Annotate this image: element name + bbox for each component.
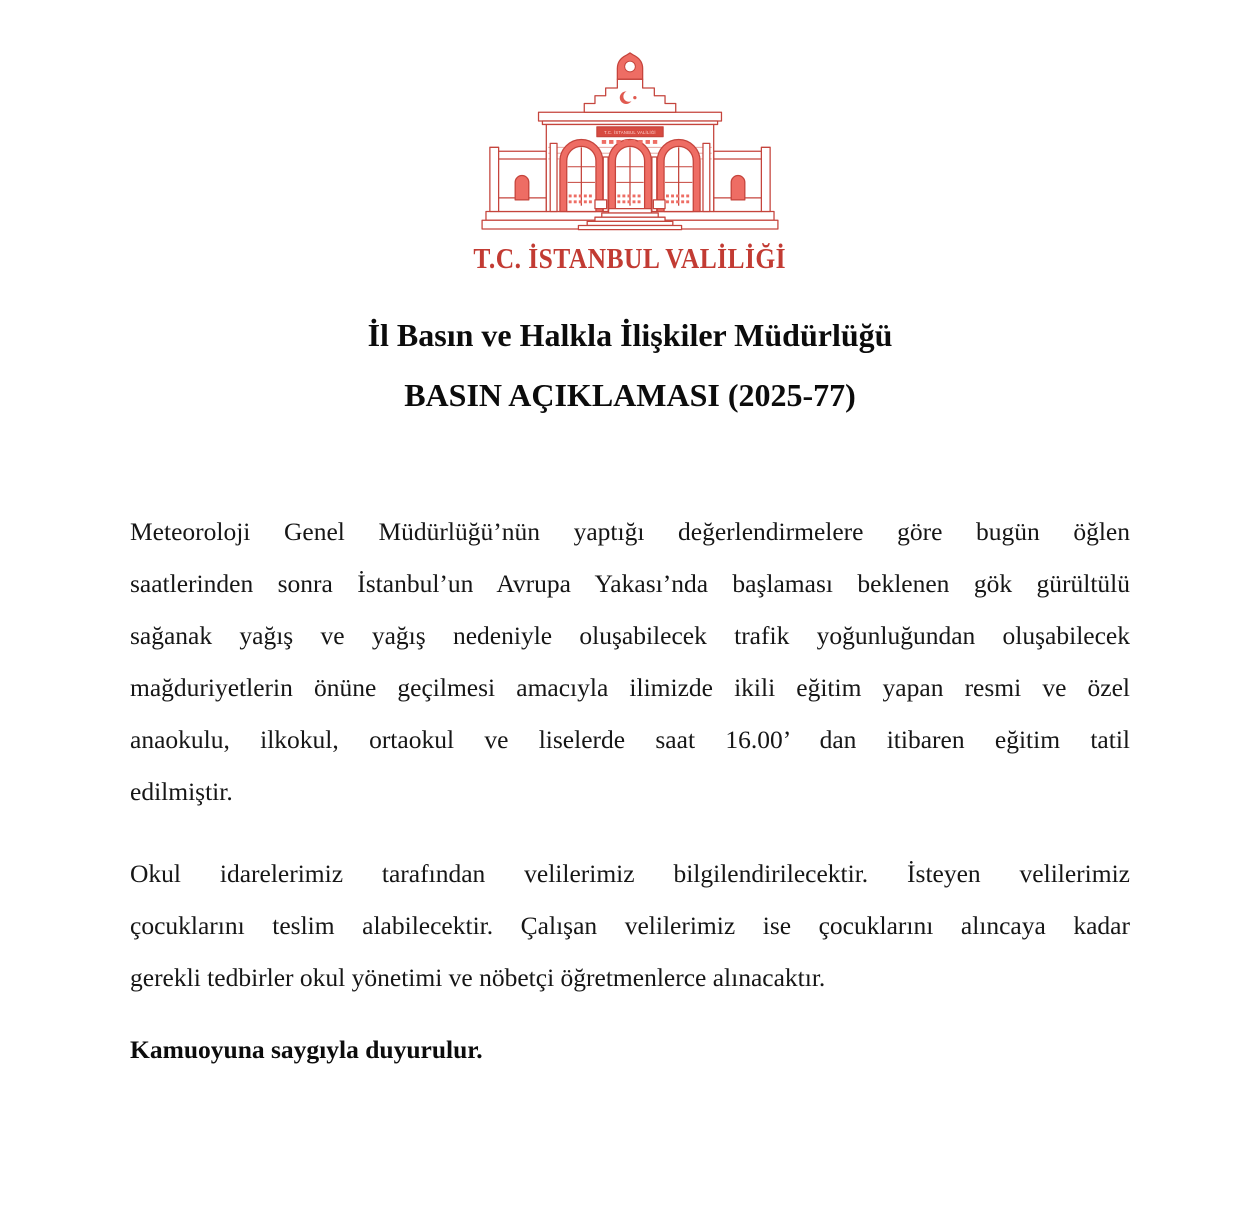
paragraph-line: anaokulu, ilkokul, ortaokul ve liselerde saat 16.00’ dan itibaren eğitim tatil <box>130 725 1130 754</box>
press-release-heading: BASIN AÇIKLAMASI (2025-77) <box>404 377 856 413</box>
paragraph-line: Meteoroloji Genel Müdürlüğü’nün yaptığı değerlendirmelere göre bugün öğlen <box>130 517 1130 546</box>
paragraph-2 <box>130 848 1130 1004</box>
istanbul-governorship-building-icon <box>474 50 786 231</box>
paragraph-line: edilmiştir. <box>130 777 233 806</box>
paragraph-line: sağanak yağış ve yağış nedeniyle oluşabilecek trafik yoğunluğundan oluşabilecek <box>130 621 1130 650</box>
paragraph-line: çocuklarını teslim alabilecektir. Çalışan velilerimiz ise çocuklarını alıncaya kadar <box>130 911 1130 940</box>
paragraph-line: gerekli tedbirler okul yönetimi ve nöbetçi öğretmenlerce alınacaktır. <box>130 963 826 992</box>
document-body <box>130 506 1130 1076</box>
organization-title-text: T.C. İSTANBUL VALİLİĞİ <box>473 243 787 275</box>
paragraph-line: saatlerinden sonra İstanbul’un Avrupa Yakası’nda başlaması beklenen gök gürültülü <box>130 569 1130 598</box>
logo-block <box>130 50 1130 276</box>
paragraph-1 <box>130 506 1130 818</box>
paragraph-line: Okul idarelerimiz tarafından velilerimiz bilgilendirilecektir. İsteyen velilerimiz <box>130 859 1130 888</box>
paragraph-line: mağduriyetlerin önüne geçilmesi amacıyla ilimizde ikili eğitim yapan resmi ve özel <box>130 673 1130 702</box>
organization-title <box>130 242 1130 276</box>
logo-banner-text: T.C. İSTANBUL VALİLİĞİ <box>604 130 656 136</box>
department-heading: İl Basın ve Halkla İlişkiler Müdürlüğü <box>367 317 893 353</box>
closing-statement: Kamuoyuna saygıyla duyurulur. <box>130 1035 483 1064</box>
